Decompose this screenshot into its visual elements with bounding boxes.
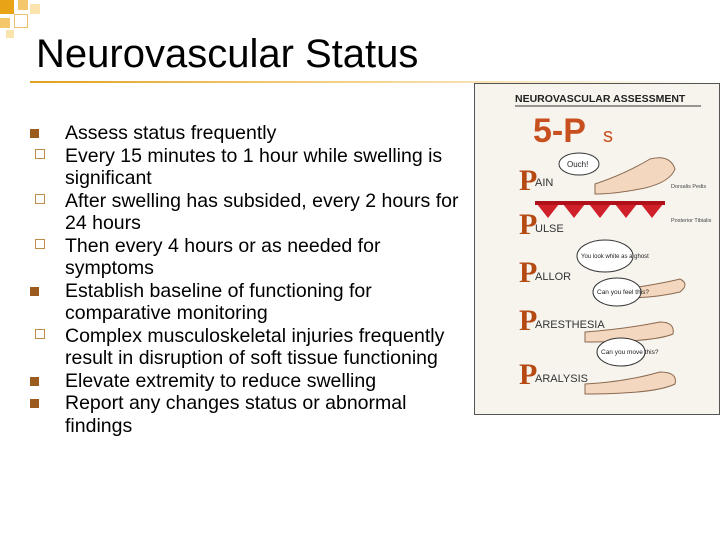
bubble-text: Can you feel this? bbox=[597, 289, 650, 296]
neurovascular-assessment-illustration bbox=[474, 83, 720, 415]
sub-bullet-item bbox=[30, 235, 470, 280]
p-letter: P bbox=[519, 164, 538, 197]
p-word: ULSE bbox=[535, 223, 564, 235]
sub-bullet-item bbox=[30, 190, 470, 235]
bullet-item bbox=[30, 370, 470, 393]
sub-bullet-item bbox=[30, 145, 470, 190]
bullet-item bbox=[30, 122, 470, 145]
p-letter: P bbox=[519, 304, 538, 337]
bubble-text: Can you move this? bbox=[601, 349, 659, 356]
checkbox-bullet-icon bbox=[35, 149, 45, 159]
p-word: ARALYSIS bbox=[535, 373, 588, 385]
p-word: ARESTHESIA bbox=[535, 319, 605, 331]
sub-bullet-text: Complex musculoskeletal injuries frequently result in disruption of soft tissue functioning bbox=[65, 324, 445, 369]
checkbox-bullet-icon bbox=[35, 329, 45, 339]
square-bullet-icon bbox=[30, 287, 39, 296]
p-letter: P bbox=[519, 358, 538, 391]
p-letter: P bbox=[519, 256, 538, 289]
bullet-list bbox=[30, 122, 470, 437]
pulse-site-label: Dorsalis Pedis bbox=[671, 184, 707, 190]
pulse-site-label: Posterior Tibialis bbox=[671, 218, 712, 224]
five-ps-suffix: s bbox=[603, 125, 613, 147]
pulse-hearts bbox=[537, 204, 663, 218]
five-ps-diagram bbox=[475, 84, 719, 414]
slide-title: Neurovascular Status bbox=[36, 32, 419, 76]
checkbox-bullet-icon bbox=[35, 194, 45, 204]
p-letter: P bbox=[519, 208, 538, 241]
sub-bullet-item bbox=[30, 325, 470, 370]
checkbox-bullet-icon bbox=[35, 239, 45, 249]
pulse-site-labels bbox=[671, 184, 712, 224]
p-word: ALLOR bbox=[535, 271, 572, 283]
square-bullet-icon bbox=[30, 129, 39, 138]
bullet-text: Report any changes status or abnormal findings bbox=[65, 392, 407, 437]
square-bullet-icon bbox=[30, 399, 39, 408]
bubble-text: You look white as a ghost bbox=[581, 254, 649, 260]
bullet-text: Establish baseline of functioning for comparative monitoring bbox=[65, 279, 372, 324]
illustration-heading: NEUROVASCULAR ASSESSMENT bbox=[515, 93, 686, 105]
p-word: AIN bbox=[535, 177, 554, 189]
bullet-item bbox=[30, 280, 470, 325]
sub-bullet-text: After swelling has subsided, every 2 hours for 24 hours bbox=[65, 189, 459, 234]
square-bullet-icon bbox=[30, 377, 39, 386]
bullet-item bbox=[30, 392, 470, 437]
bullet-text: Elevate extremity to reduce swelling bbox=[65, 369, 377, 392]
five-ps-label: 5-P bbox=[533, 112, 586, 150]
bubble-text: Ouch! bbox=[567, 160, 589, 169]
sub-bullet-text: Every 15 minutes to 1 hour while swelling is significant bbox=[65, 144, 443, 189]
sub-bullet-text: Then every 4 hours or as needed for symptoms bbox=[65, 234, 381, 279]
bullet-text: Assess status frequently bbox=[65, 122, 277, 144]
